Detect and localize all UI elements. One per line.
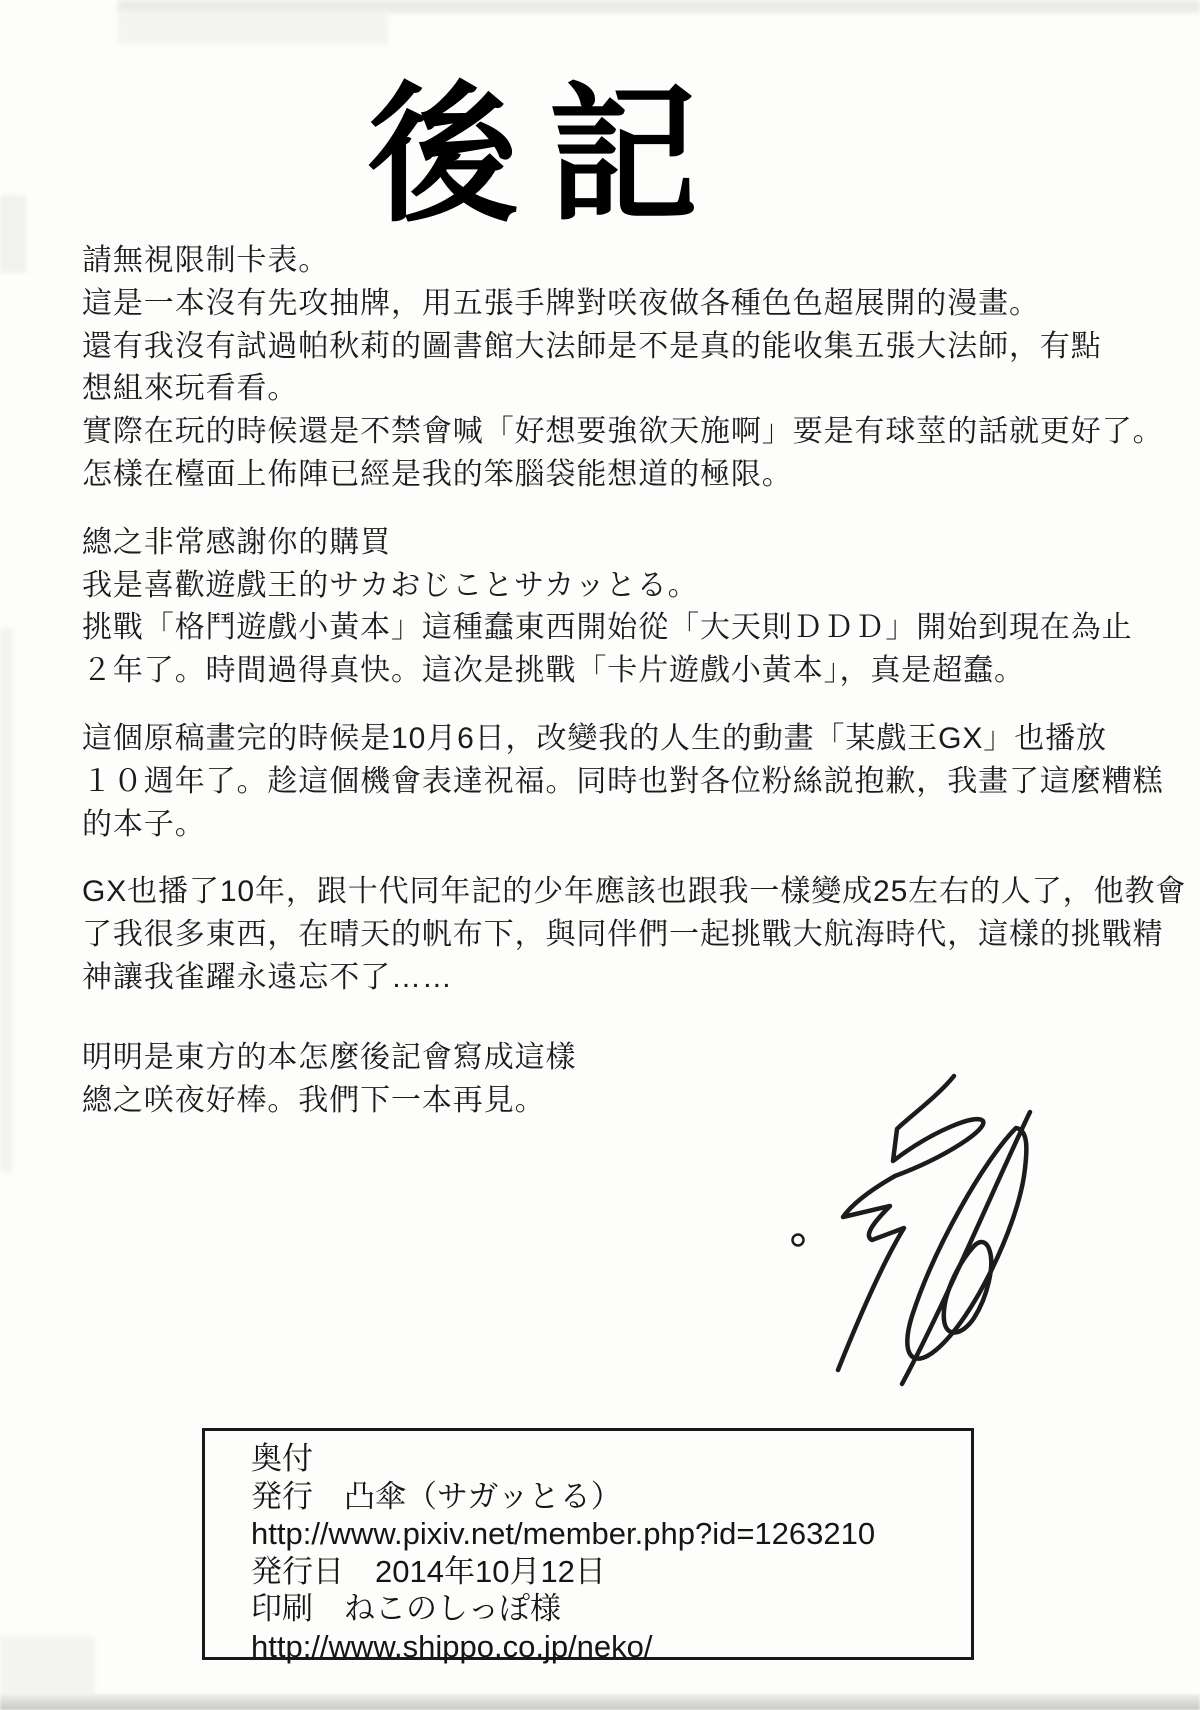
scan-artifact — [0, 1694, 1200, 1710]
text-line: 總之非常感謝你的購買 — [82, 525, 391, 559]
text-line: 挑戰「格鬥遊戲小黃本」這種蠢東西開始從「大天則ＤＤＤ」開始到現在為止 — [82, 611, 1133, 645]
text-line: 總之咲夜好棒。我們下一本再見。 — [82, 1083, 546, 1117]
colophon-pixiv-url: http://www.pixiv.net/member.php?id=1263210 — [251, 1516, 876, 1551]
afterword-text — [82, 240, 1187, 1147]
text-line: 神讓我雀躍永遠忘不了…… — [82, 960, 453, 994]
colophon-title: 奥付 — [251, 1441, 313, 1476]
text-line: 這是一本沒有先攻抽牌，用五張手牌對咲夜做各種色色超展開的漫畫。 — [82, 286, 1040, 320]
scan-artifact — [0, 628, 13, 1173]
colophon-printer: 印刷 ねこのしっぽ様 — [251, 1591, 561, 1626]
paragraph — [82, 718, 1164, 846]
text-line: 我是喜歡遊戲王的サカおじことサカッとる。 — [82, 568, 699, 602]
text-line: 還有我沒有試過帕秋莉的圖書館大法師是不是真的能收集五張大法師，有點 — [82, 329, 1102, 363]
author-signature-drawing — [778, 1068, 1058, 1388]
text-line: 請無視限制卡表。 — [82, 244, 330, 277]
text-line: GX也播了10年，跟十代同年記的少年應該也跟我一樣變成25左右的人了，他教會 — [82, 875, 1187, 909]
text-line: 的本子。 — [82, 807, 206, 841]
paragraph — [82, 871, 1187, 999]
text-line: 了我很多東西，在晴天的帆布下，與同伴們一起挑戰大航海時代，這樣的挑戰精 — [82, 918, 1164, 952]
text-line: 明明是東方的本怎麼後記會寫成這樣 — [82, 1040, 577, 1074]
page-title: 後記 — [367, 71, 728, 239]
paragraph — [82, 522, 1157, 693]
text-line: 想組來玩看看。 — [82, 372, 299, 406]
text-line: ２年了。時間過得真快。這次是挑戰「卡片遊戲小黃本」，真是超蠢。 — [82, 654, 1025, 688]
scan-artifact — [0, 1636, 95, 1698]
text-line: １０週年了。趁這個機會表達祝福。同時也對各位粉絲説抱歉，我畫了這麼糟糕 — [82, 764, 1164, 798]
scan-artifact — [118, 0, 1200, 13]
paragraph — [82, 240, 1164, 497]
text-line: 這個原稿畫完的時候是10月6日，改變我的人生的動畫「某戲王GX」也播放 — [82, 721, 1107, 755]
colophon-publisher: 発行 凸傘（サガッとる） — [251, 1478, 622, 1514]
colophon-box — [202, 1428, 974, 1664]
text-line: 實際在玩的時候還是不禁會喊「好想要強欲天施啊」要是有球莖的話就更好了。 — [82, 415, 1164, 449]
colophon-date: 発行日 2014年10月12日 — [251, 1553, 606, 1589]
text-line: 怎樣在檯面上佈陣已經是我的笨腦袋能想道的極限。 — [82, 457, 793, 491]
colophon-printer-url: http://www.shippo.co.jp/neko/ — [251, 1628, 653, 1664]
